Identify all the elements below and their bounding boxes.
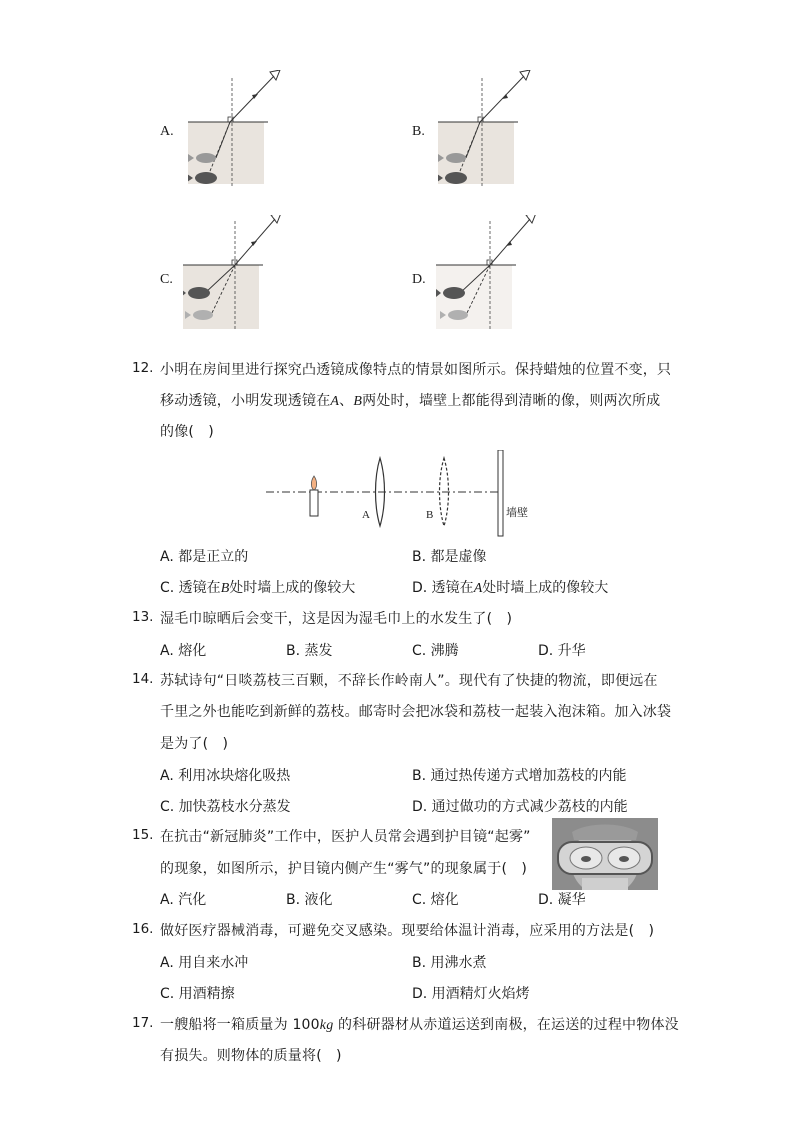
question-text-line-3: 的像( ) [160,424,214,440]
option-a[interactable]: A. 利用冰块熔化吸热 [160,768,291,784]
question-number: 13. [132,609,154,625]
wall-icon [498,450,503,536]
option-a[interactable]: A. 熔化 [160,643,207,659]
option-a[interactable]: A. 用自来水冲 [160,955,249,971]
refraction-diagram-c [183,215,283,333]
question-text-line-2: 的现象，如图所示，护目镜内侧产生“雾气”的现象属于( ) [160,861,528,877]
question-text-line-2: 有损失。则物体的质量将( ) [160,1048,342,1064]
question-text: 湿毛巾晾晒后会变干，这是因为湿毛巾上的水发生了( ) [160,611,513,627]
line-segment: 的科研器材从赤道运送到南极，在运送的过程中物体没 [333,1017,679,1033]
option-label-c: C. [160,272,173,287]
variable-b: B [220,581,230,596]
option-c[interactable]: C. 用酒精擦 [160,986,235,1002]
question-text-line-1: 苏轼诗句“日啖荔枝三百颗，不辞长作岭南人”。现代有了快捷的物流，即便远在 [160,673,658,689]
separator: 、 [339,393,354,409]
option-b[interactable]: B. 液化 [286,892,333,908]
option-c[interactable]: C. 熔化 [412,892,459,908]
question-number: 12. [132,360,154,376]
option-b[interactable]: B. 用沸水煮 [412,955,487,971]
option-b[interactable]: B. 都是虚像 [412,549,487,565]
refraction-diagram-a [188,70,288,190]
question-text-line-1: 在抗击“新冠肺炎”工作中，医护人员常会遇到护目镜“起雾” [160,829,531,845]
question-number: 14. [132,671,154,687]
question-text-line-3: 是为了( ) [160,736,229,752]
option-b[interactable]: B. 蒸发 [286,643,333,659]
option-b[interactable]: B. 通过热传递方式增加荔枝的内能 [412,768,627,784]
label-a: A [362,509,370,521]
question-number: 17. [132,1015,154,1031]
option-d[interactable]: D. 用酒精灯火焰烤 [412,986,530,1002]
option-c[interactable]: C. 沸腾 [412,643,459,659]
option-c[interactable]: C. 加快荔枝水分蒸发 [160,799,291,815]
line-segment: 两处时，墙壁上都能得到清晰的像，则两次所成 [362,393,661,409]
label-wall: 墙壁 [506,506,528,519]
line-segment: 一艘船将一箱质量为 100 [160,1017,320,1033]
option-d[interactable] [412,577,608,597]
variable-a: A [473,581,483,596]
option-d[interactable]: D. 凝华 [538,892,586,908]
option-segment: 处时墙上成的像较大 [229,580,356,596]
option-a[interactable]: A. 都是正立的 [160,549,249,565]
variable-b: B [353,394,363,409]
option-label-d: D. [412,272,426,287]
line-segment: 移动透镜，小明发现透镜在 [160,393,331,409]
label-b: B [426,509,434,521]
option-c[interactable] [160,577,355,597]
option-label-b: B. [412,124,425,139]
option-d[interactable]: D. 升华 [538,643,586,659]
refraction-diagram-d [436,215,536,333]
option-label-a: A. [160,124,174,139]
option-a[interactable]: A. 汽化 [160,892,207,908]
flame-icon [311,476,316,490]
question-text-line-2: 千里之外也能吃到新鲜的荔枝。邮寄时会把冰袋和荔枝一起装入泡沫箱。加入冰袋 [160,704,672,720]
question-text-line-1 [160,1014,679,1034]
fogged-goggles-photo [552,818,658,890]
option-d[interactable]: D. 通过做功的方式减少荔枝的内能 [412,799,628,815]
option-segment: D. 透镜在 [412,580,474,596]
variable-a: A [330,394,340,409]
question-text-line-1: 小明在房间里进行探究凸透镜成像特点的情景如图所示。保持蜡烛的位置不变，只 [160,362,672,378]
refraction-diagram-b [438,70,538,190]
question-number: 16. [132,921,154,937]
option-segment: C. 透镜在 [160,580,221,596]
question-text: 做好医疗器械消毒，可避免交叉感染。现要给体温计消毒，应采用的方法是( ) [160,923,655,939]
lens-experiment-diagram [266,450,536,542]
option-segment: 处时墙上成的像较大 [482,580,609,596]
question-number: 15. [132,827,154,843]
candle-icon [310,490,318,516]
question-text-line-2 [160,390,660,410]
unit-kg: kg [319,1018,334,1033]
